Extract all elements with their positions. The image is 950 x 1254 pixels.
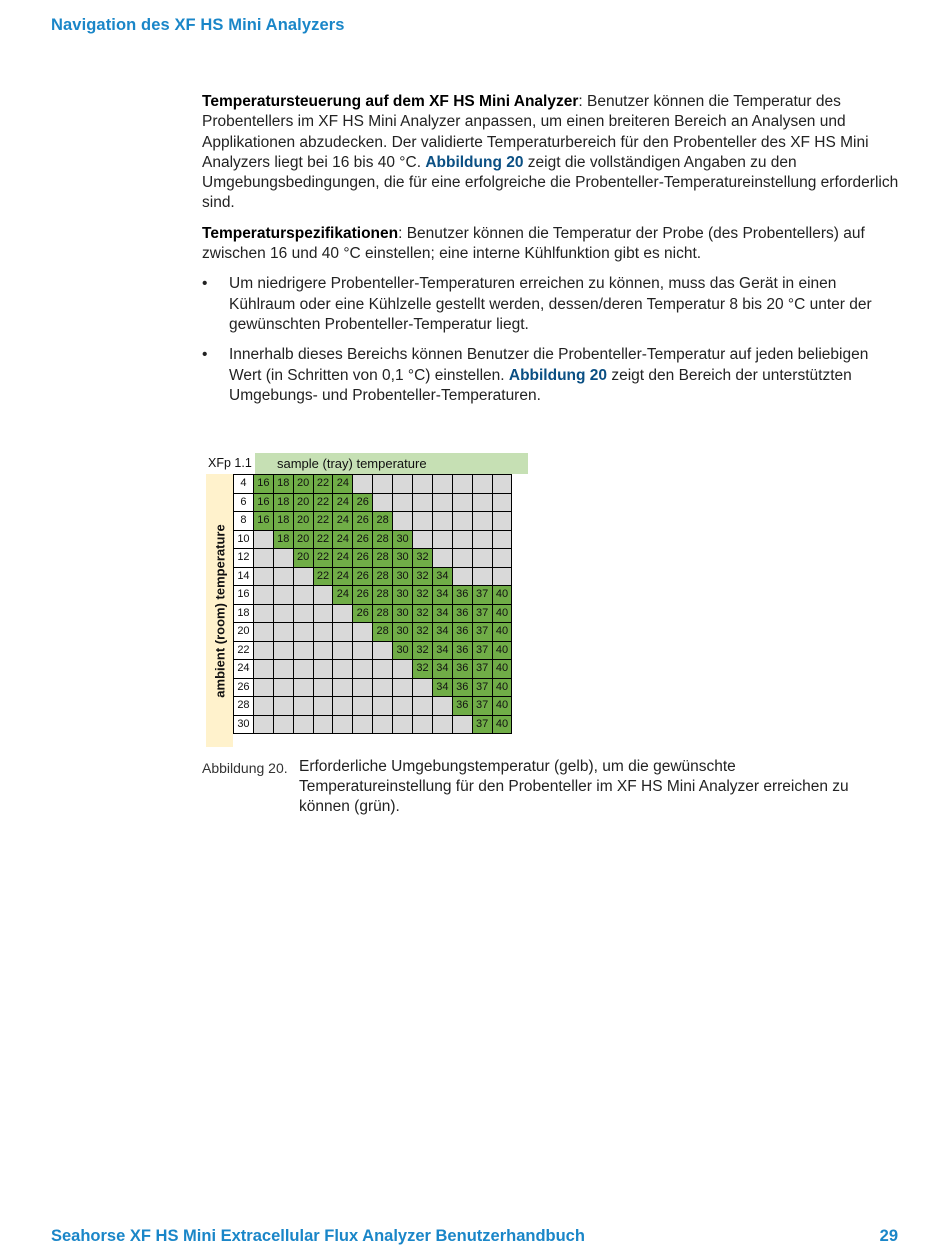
unsupported-cell (333, 678, 353, 697)
supported-temperature-cell: 22 (313, 567, 333, 586)
grid-row (234, 697, 512, 716)
unsupported-cell (253, 604, 273, 623)
bullet-text: zeigt den Bereich der unterstützten Umgebungs- und Probenteller-Temperaturen. (229, 366, 852, 404)
unsupported-cell (472, 549, 492, 568)
supported-temperature-cell: 34 (432, 641, 452, 660)
supported-temperature-cell: 28 (373, 623, 393, 642)
grid-row (234, 493, 512, 512)
unsupported-cell (413, 530, 433, 549)
unsupported-cell (313, 623, 333, 642)
supported-temperature-cell: 22 (313, 530, 333, 549)
supported-temperature-cell: 37 (472, 586, 492, 605)
unsupported-cell (293, 604, 313, 623)
supported-temperature-cell: 32 (413, 604, 433, 623)
unsupported-cell (452, 549, 472, 568)
unsupported-cell (413, 512, 433, 531)
supported-temperature-cell: 36 (452, 678, 472, 697)
supported-temperature-cell: 24 (333, 586, 353, 605)
unsupported-cell (333, 660, 353, 679)
supported-temperature-cell: 30 (393, 623, 413, 642)
caption-number: Abbildung 20. (202, 760, 288, 776)
unsupported-cell (273, 567, 293, 586)
unsupported-cell (333, 604, 353, 623)
supported-temperature-cell: 40 (492, 697, 512, 716)
supported-temperature-cell: 40 (492, 660, 512, 679)
unsupported-cell (293, 715, 313, 734)
supported-temperature-cell: 34 (432, 604, 452, 623)
supported-temperature-cell: 24 (333, 512, 353, 531)
unsupported-cell (253, 660, 273, 679)
supported-temperature-cell: 30 (393, 530, 413, 549)
unsupported-cell (293, 586, 313, 605)
grid-row (234, 715, 512, 734)
unsupported-cell (273, 660, 293, 679)
supported-temperature-cell: 20 (293, 530, 313, 549)
ambient-value-cell: 10 (234, 530, 254, 549)
supported-temperature-cell: 26 (353, 586, 373, 605)
page-number: 29 (879, 1227, 898, 1245)
unsupported-cell (253, 715, 273, 734)
supported-temperature-cell: 28 (373, 567, 393, 586)
unsupported-cell (333, 623, 353, 642)
caption-text: Erforderliche Umgebungstemperatur (gelb), um die gewünschte Temperatureinstellung für den Probenteller im XF HS Mini Analyzer erreichen zu können (grün). (299, 758, 849, 815)
supported-temperature-cell: 26 (353, 567, 373, 586)
unsupported-cell (353, 475, 373, 494)
unsupported-cell (273, 715, 293, 734)
unsupported-cell (373, 697, 393, 716)
unsupported-cell (432, 549, 452, 568)
supported-temperature-cell: 37 (472, 715, 492, 734)
ambient-temperature-side (206, 474, 233, 747)
paragraph-text: : Benutzer können die Temperatur des Probentellers im XF HS Mini Analyzer anpassen, um einen breiteren Bereich an Analysen und Applikationen abzudecken. Der validierte Temperaturbereich für den Probenteller des XF HS Mini Analyzers liegt bei 16 bis 40 °C. (202, 93, 869, 171)
unsupported-cell (353, 697, 373, 716)
supported-temperature-cell: 40 (492, 604, 512, 623)
supported-temperature-cell: 18 (273, 530, 293, 549)
supported-temperature-cell: 30 (393, 641, 413, 660)
supported-temperature-cell: 22 (313, 475, 333, 494)
bullet-item (202, 345, 902, 406)
unsupported-cell (273, 604, 293, 623)
unsupported-cell (353, 623, 373, 642)
unsupported-cell (452, 530, 472, 549)
supported-temperature-cell: 36 (452, 660, 472, 679)
grid-row (234, 567, 512, 586)
unsupported-cell (313, 715, 333, 734)
supported-temperature-cell: 40 (492, 586, 512, 605)
unsupported-cell (413, 493, 433, 512)
unsupported-cell (353, 660, 373, 679)
unsupported-cell (313, 660, 333, 679)
supported-temperature-cell: 22 (313, 493, 333, 512)
unsupported-cell (432, 697, 452, 716)
unsupported-cell (293, 623, 313, 642)
supported-temperature-cell: 24 (333, 493, 353, 512)
unsupported-cell (492, 475, 512, 494)
unsupported-cell (492, 549, 512, 568)
unsupported-cell (472, 530, 492, 549)
unsupported-cell (393, 697, 413, 716)
supported-temperature-cell: 26 (353, 512, 373, 531)
ambient-value-cell: 30 (234, 715, 254, 734)
supported-temperature-cell: 37 (472, 697, 492, 716)
unsupported-cell (413, 715, 433, 734)
bullet-item (202, 274, 902, 335)
unsupported-cell (293, 641, 313, 660)
unsupported-cell (432, 475, 452, 494)
supported-temperature-cell: 34 (432, 567, 452, 586)
paragraph-text: : Benutzer können die Temperatur der Probe (des Probentellers) auf zwischen 16 und 40 °C einstellen; eine interne Kühlfunktion gibt es nicht. (202, 224, 865, 263)
unsupported-cell (432, 493, 452, 512)
supported-temperature-cell: 34 (432, 660, 452, 679)
paragraph-lead: Temperaturspezifikationen (202, 224, 399, 242)
supported-temperature-cell: 32 (413, 586, 433, 605)
ambient-value-cell: 26 (234, 678, 254, 697)
grid-row (234, 530, 512, 549)
unsupported-cell (273, 549, 293, 568)
supported-temperature-cell: 30 (393, 567, 413, 586)
ambient-value-cell: 20 (234, 623, 254, 642)
supported-temperature-cell: 26 (353, 549, 373, 568)
supported-temperature-cell: 37 (472, 678, 492, 697)
unsupported-cell (253, 678, 273, 697)
figure-corner-label: XFp 1.1 (206, 453, 255, 474)
unsupported-cell (273, 586, 293, 605)
paragraph-lead: Temperatursteuerung auf dem XF HS Mini Analyzer (202, 93, 579, 110)
unsupported-cell (293, 678, 313, 697)
supported-temperature-cell: 28 (373, 549, 393, 568)
supported-temperature-cell: 32 (413, 567, 433, 586)
footer-title: Seahorse XF HS Mini Extracellular Flux Analyzer Benutzerhandbuch (51, 1227, 585, 1245)
unsupported-cell (253, 641, 273, 660)
figure-link[interactable]: Abbildung 20 (425, 153, 524, 171)
supported-temperature-cell: 28 (373, 586, 393, 605)
bullet-marker: • (202, 275, 208, 293)
supported-temperature-cell: 32 (413, 660, 433, 679)
supported-temperature-cell: 26 (353, 493, 373, 512)
ambient-value-cell: 16 (234, 586, 254, 605)
supported-temperature-cell: 34 (432, 678, 452, 697)
supported-temperature-cell: 28 (373, 530, 393, 549)
supported-temperature-cell: 22 (313, 549, 333, 568)
grid-row (234, 678, 512, 697)
unsupported-cell (253, 530, 273, 549)
grid-row (234, 549, 512, 568)
grid-row (234, 604, 512, 623)
supported-temperature-cell: 36 (452, 697, 472, 716)
supported-temperature-cell: 37 (472, 623, 492, 642)
ambient-value-cell: 12 (234, 549, 254, 568)
unsupported-cell (273, 641, 293, 660)
unsupported-cell (273, 678, 293, 697)
supported-temperature-cell: 24 (333, 567, 353, 586)
ambient-value-cell: 28 (234, 697, 254, 716)
paragraph-temperature-specs (202, 224, 902, 265)
unsupported-cell (353, 715, 373, 734)
ambient-value-cell: 14 (234, 567, 254, 586)
unsupported-cell (472, 512, 492, 531)
ambient-temperature-label: ambient (room) temperature (212, 523, 227, 698)
unsupported-cell (313, 604, 333, 623)
unsupported-cell (492, 512, 512, 531)
unsupported-cell (472, 567, 492, 586)
ambient-value-cell: 6 (234, 493, 254, 512)
unsupported-cell (333, 715, 353, 734)
sample-temperature-header: sample (tray) temperature (255, 453, 528, 474)
grid-row (234, 586, 512, 605)
supported-temperature-cell: 34 (432, 623, 452, 642)
supported-temperature-cell: 16 (253, 475, 273, 494)
paragraph-text: zeigt die vollständigen Angaben zu den Umgebungsbedingungen, die für eine erfolgreiche die Probenteller-Temperatureinstellung erforderlich sind. (202, 153, 899, 212)
supported-temperature-cell: 20 (293, 493, 313, 512)
unsupported-cell (452, 512, 472, 531)
unsupported-cell (273, 697, 293, 716)
ambient-value-cell: 4 (234, 475, 254, 494)
unsupported-cell (333, 641, 353, 660)
unsupported-cell (413, 697, 433, 716)
unsupported-cell (273, 623, 293, 642)
supported-temperature-cell: 37 (472, 660, 492, 679)
unsupported-cell (452, 715, 472, 734)
supported-temperature-cell: 24 (333, 475, 353, 494)
ambient-value-cell: 24 (234, 660, 254, 679)
unsupported-cell (413, 678, 433, 697)
supported-temperature-cell: 28 (373, 512, 393, 531)
grid-row (234, 512, 512, 531)
unsupported-cell (373, 715, 393, 734)
unsupported-cell (253, 623, 273, 642)
unsupported-cell (253, 697, 273, 716)
supported-temperature-cell: 18 (273, 493, 293, 512)
supported-temperature-cell: 40 (492, 623, 512, 642)
unsupported-cell (373, 475, 393, 494)
unsupported-cell (492, 530, 512, 549)
supported-temperature-cell: 32 (413, 623, 433, 642)
temperature-grid (233, 474, 512, 734)
supported-temperature-cell: 36 (452, 604, 472, 623)
supported-temperature-cell: 20 (293, 549, 313, 568)
supported-temperature-cell: 26 (353, 604, 373, 623)
grid-row (234, 475, 512, 494)
unsupported-cell (293, 567, 313, 586)
unsupported-cell (253, 586, 273, 605)
unsupported-cell (393, 678, 413, 697)
unsupported-cell (313, 678, 333, 697)
unsupported-cell (373, 678, 393, 697)
supported-temperature-cell: 36 (452, 586, 472, 605)
unsupported-cell (393, 493, 413, 512)
supported-temperature-cell: 30 (393, 586, 413, 605)
supported-temperature-cell: 22 (313, 512, 333, 531)
unsupported-cell (393, 715, 413, 734)
unsupported-cell (313, 586, 333, 605)
temperature-table-figure (206, 453, 528, 747)
unsupported-cell (353, 678, 373, 697)
supported-temperature-cell: 18 (273, 475, 293, 494)
unsupported-cell (492, 567, 512, 586)
unsupported-cell (373, 493, 393, 512)
unsupported-cell (452, 475, 472, 494)
bullet-list (202, 274, 902, 406)
ambient-value-cell: 22 (234, 641, 254, 660)
supported-temperature-cell: 24 (333, 530, 353, 549)
unsupported-cell (413, 475, 433, 494)
unsupported-cell (432, 530, 452, 549)
supported-temperature-cell: 34 (432, 586, 452, 605)
grid-row (234, 660, 512, 679)
unsupported-cell (452, 567, 472, 586)
figure-caption (202, 757, 902, 817)
figure-link[interactable]: Abbildung 20 (508, 366, 608, 384)
unsupported-cell (253, 549, 273, 568)
supported-temperature-cell: 37 (472, 641, 492, 660)
bullet-marker: • (202, 346, 208, 364)
unsupported-cell (393, 660, 413, 679)
unsupported-cell (333, 697, 353, 716)
bullet-text: Um niedrigere Probenteller-Temperaturen erreichen zu können, muss das Gerät in einen Kühlraum oder eine Kühlzelle gestellt werden, dessen/deren Temperatur 8 bis 20 °C unter der gewünschten Probenteller-Temperatur liegt. (229, 275, 872, 333)
supported-temperature-cell: 30 (393, 604, 413, 623)
supported-temperature-cell: 30 (393, 549, 413, 568)
supported-temperature-cell: 16 (253, 512, 273, 531)
unsupported-cell (313, 641, 333, 660)
unsupported-cell (472, 475, 492, 494)
unsupported-cell (432, 715, 452, 734)
supported-temperature-cell: 18 (273, 512, 293, 531)
unsupported-cell (253, 567, 273, 586)
supported-temperature-cell: 28 (373, 604, 393, 623)
ambient-value-cell: 8 (234, 512, 254, 531)
unsupported-cell (393, 475, 413, 494)
unsupported-cell (353, 641, 373, 660)
supported-temperature-cell: 32 (413, 549, 433, 568)
supported-temperature-cell: 24 (333, 549, 353, 568)
running-header: Navigation des XF HS Mini Analyzers (51, 16, 345, 34)
supported-temperature-cell: 40 (492, 641, 512, 660)
paragraph-temperature-control (202, 92, 902, 214)
supported-temperature-cell: 36 (452, 641, 472, 660)
unsupported-cell (313, 697, 333, 716)
unsupported-cell (452, 493, 472, 512)
ambient-value-cell: 18 (234, 604, 254, 623)
body-text (202, 92, 902, 416)
supported-temperature-cell: 26 (353, 530, 373, 549)
supported-temperature-cell: 36 (452, 623, 472, 642)
unsupported-cell (432, 512, 452, 531)
unsupported-cell (373, 641, 393, 660)
unsupported-cell (293, 660, 313, 679)
unsupported-cell (373, 660, 393, 679)
supported-temperature-cell: 20 (293, 475, 313, 494)
unsupported-cell (293, 697, 313, 716)
supported-temperature-cell: 20 (293, 512, 313, 531)
unsupported-cell (393, 512, 413, 531)
grid-row (234, 623, 512, 642)
supported-temperature-cell: 32 (413, 641, 433, 660)
unsupported-cell (492, 493, 512, 512)
grid-row (234, 641, 512, 660)
supported-temperature-cell: 40 (492, 715, 512, 734)
unsupported-cell (472, 493, 492, 512)
supported-temperature-cell: 16 (253, 493, 273, 512)
supported-temperature-cell: 40 (492, 678, 512, 697)
bullet-text: Innerhalb dieses Bereichs können Benutzer die Probenteller-Temperatur auf jeden beliebigen Wert (in Schritten von 0,1 °C) einstellen. (229, 346, 869, 384)
supported-temperature-cell: 37 (472, 604, 492, 623)
